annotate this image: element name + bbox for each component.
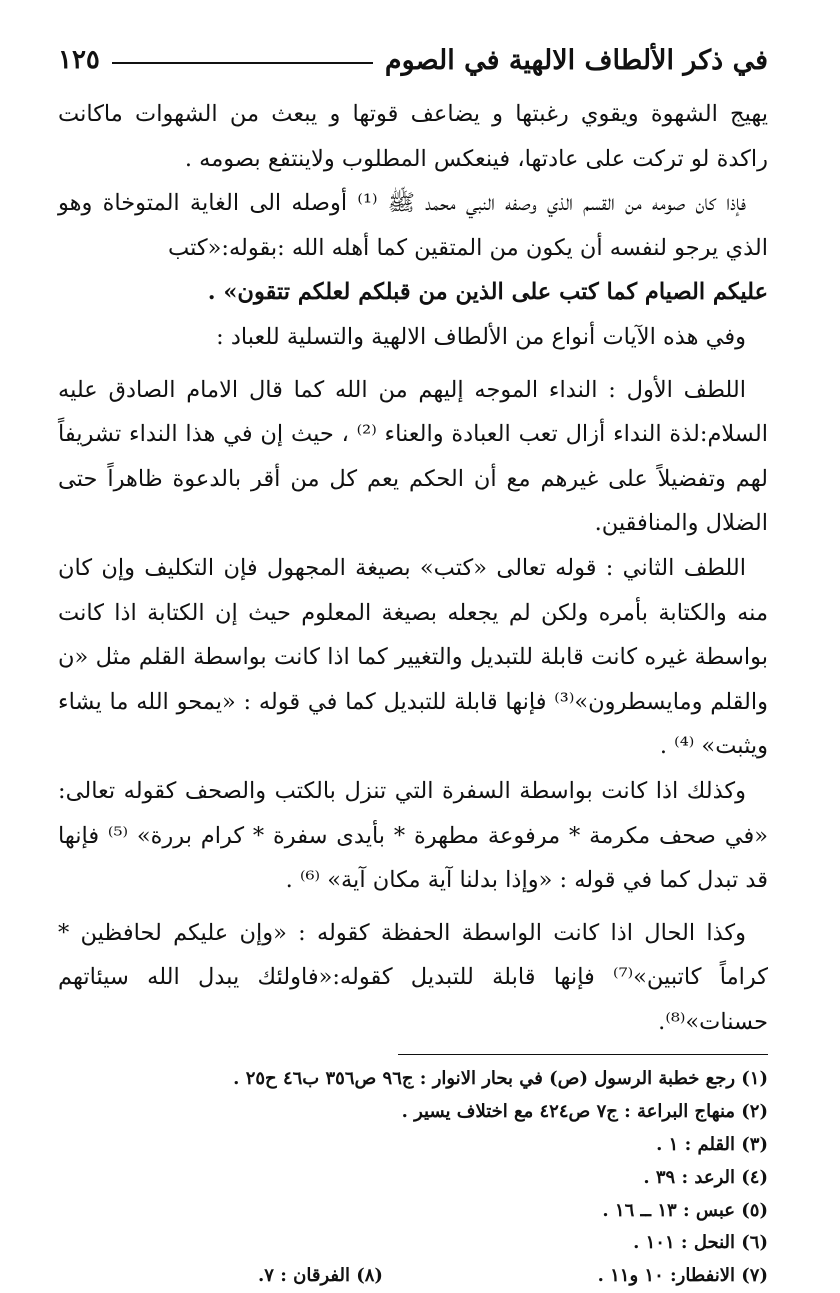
- running-title: في ذكر الألطاف الالهية في الصوم: [384, 44, 768, 76]
- paragraph-quran-verse: عليكم الصيام كما كتب على الذين من قبلكم لعلكم تتقون» .: [207, 279, 768, 306]
- paragraph-first-kindness: اللطف الأول : النداء الموجه إليهم من الله كما قال الامام الصادق عليه السلام:لذة النداء أزال تعب العبادة والعناء ⁽²⁾ ، حيث إن في هذا النداء تشريفاً لهم وتفضيلاً على غيرهم مع أن الحكم يعم كل من أقر بالدعوة ظاهراً حتى الضلال والمنافقين.: [58, 376, 768, 537]
- spacer: [58, 360, 768, 368]
- footnote-separator: [398, 1054, 768, 1055]
- paragraph-second-kindness: اللطف الثاني : قوله تعالى «كتب» بصيغة المجهول فإن التكليف وإن كان منه والكتابة بأمره ولكن لم يجعله بصيغة المعلوم حيث إن الكتابة اذا كانت بواسطة غيره كانت قابلة للتبديل والتغيير كما اذا كانت بواسطة القلم مثل «ن والقلم ومايسطرون»⁽³⁾ فإنها قابلة للتبديل كما في قوله : «يمحو الله ما يشاء ويثبت» ⁽⁴⁾ .: [58, 554, 769, 760]
- spacer: [58, 903, 768, 911]
- footnote-3: (٣) القلم : ١ .: [656, 1134, 768, 1156]
- paragraph-fasting-prophet: فإذا كان صومه من القسم الذي وصفه النبي محمد ﷺ ⁽¹⁾ أوصله الى الغاية المتوخاة وهو الذي يرجو لنفسه أن يكون من المتقين كما أهله الله :بقوله:«كتب: [58, 190, 768, 261]
- footnote-2: (٢) منهاج البراعة : ج٧ ص٤٢٤ مع اختلاف يسير .: [401, 1101, 768, 1123]
- page-number: ١٢٥: [58, 45, 100, 75]
- footnote-6: (٦) النحل : ١٠١ .: [633, 1232, 768, 1254]
- page-header: [58, 36, 768, 84]
- paragraph-intro-kindnesses: وفي هذه الآيات أنواع من الألطاف الالهية والتسلية للعباد :: [216, 323, 746, 350]
- footnotes-list: [58, 1063, 768, 1293]
- footnote-5: (٥) عبس : ١٣ ــ ١٦ .: [602, 1199, 768, 1221]
- header-rule: [112, 62, 373, 64]
- paragraph-continuation: يهيج الشهوة ويقوي رغبتها و يضاعف قوتها و يبعث من الشهوات ماكانت راكدة لو تركت على عادتها، فينعكس المطلوب ولاينتفع بصومه .: [58, 101, 768, 172]
- footnote-1: (١) رجع خطبة الرسول (ص) في بحار الانوار : ج٩٦ ص٣٥٦ ب٤٦ ح٢٥ .: [233, 1068, 768, 1090]
- paragraph-messengers: وكذلك اذا كانت بواسطة السفرة التي تنزل بالكتب والصحف كقوله تعالى: «في صحف مكرمة * مرفوعة مطهرة * بأيدى سفرة * كرام بررة» ⁽⁵⁾ فإنها قد تبدل كما في قوله : «وإذا بدلنا آية مكان آية» ⁽⁶⁾ .: [58, 777, 768, 894]
- footnote-8: (٨) الفرقان : ٧.: [258, 1265, 383, 1287]
- footnote-row-7-8: [58, 1260, 768, 1293]
- body-text: [58, 92, 768, 1044]
- footnote-4: (٤) الرعد : ٣٩ .: [643, 1166, 768, 1188]
- footnote-7: (٧) الانفطار: ١٠ و١١ .: [597, 1265, 768, 1287]
- paragraph-guardians: وكذا الحال اذا كانت الواسطة الحفظة كقوله : «وإن عليكم لحافظين * كراماً كاتبين»⁽⁷⁾ فإنها قابلة للتبديل كقوله:«فاولئك يبدل الله سيئاتهم حسنات»⁽⁸⁾.: [58, 919, 768, 1035]
